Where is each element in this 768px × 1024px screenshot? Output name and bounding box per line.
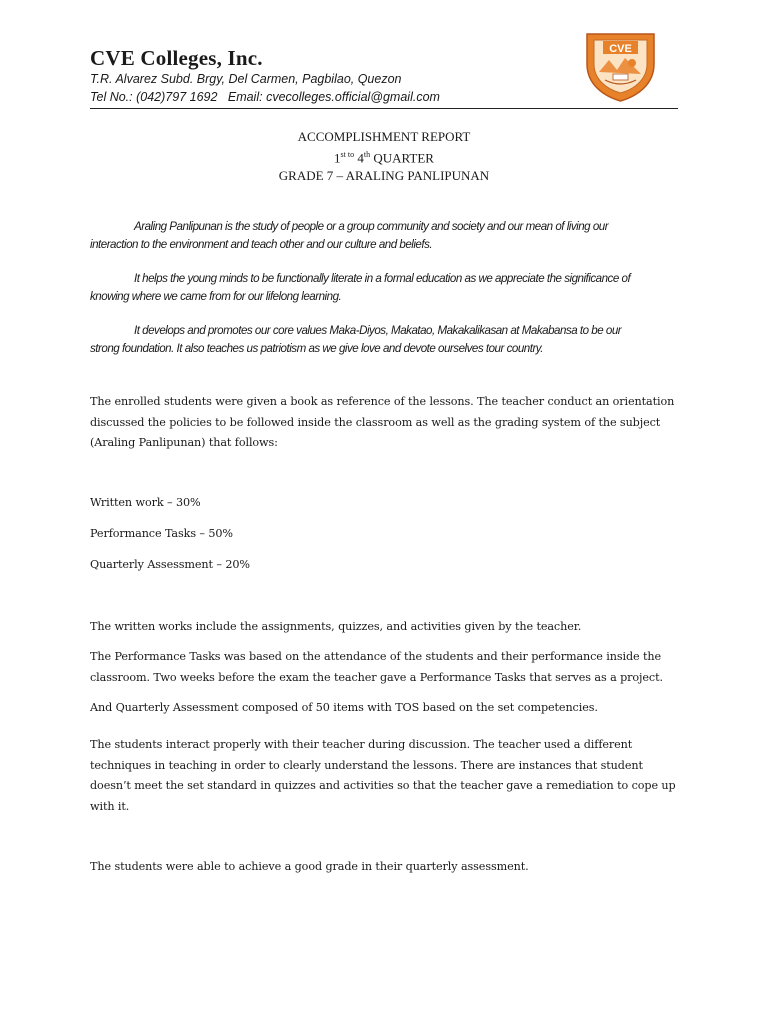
email-label: Email: [227, 90, 263, 104]
contact-line [90, 90, 440, 104]
tel-value: (042)797 1692 [136, 90, 218, 104]
title-line-1: ACCOMPLISHMENT REPORT [297, 129, 471, 144]
organization-name: CVE Colleges, Inc. [90, 46, 263, 70]
organization-address: T.R. Alvarez Subd. Brgy, Del Carmen, Pagbilao, Quezon [90, 72, 402, 86]
intro-paragraph-3: It develops and promotes our core values Maka-Diyos, Makatao, Makakalikasan at Makabansa to be our strong foundation. It also teaches us patriotism as we give love and devote ourselves tour country. [90, 324, 622, 355]
logo-text: CVE [609, 43, 632, 55]
school-seal-icon [583, 28, 658, 103]
intro-paragraph-2: It helps the young minds to be functionally literate in a formal education as we appreciate the significance of knowing where we came from for our lifelong learning. [90, 272, 631, 303]
report-title [90, 128, 678, 185]
header-divider [90, 108, 678, 109]
grading-item-quarterly: Quarterly Assessment – 20% [90, 558, 250, 571]
title-line-2: $1^{st to}$ 4th QUARTER [334, 150, 434, 166]
email-value: cvecolleges.official@gmail.com [266, 90, 440, 104]
intro-paragraph-1: Araling Panlipunan is the study of people or a group community and society and our mean of living our interaction to the environment and teach other and our culture and beliefs. [90, 220, 609, 251]
title-line-3: GRADE 7 – ARALING PANLIPUNAN [278, 168, 490, 184]
performance-paragraph: The Performance Tasks was based on the attendance of the students and their performance inside the classroom. Two weeks before the exam the teacher gave a Performance Tasks that serves as a project. [90, 650, 663, 684]
conclusion-paragraph: The students were able to achieve a good grade in their quarterly assessment. [90, 860, 529, 873]
orientation-paragraph: The enrolled students were given a book as reference of the lessons. The teacher conduct an orientation discussed the policies to be followed inside the classroom as well as the grading system of the subject (Araling Panlipunan) that follows: [90, 395, 675, 449]
grading-item-performance: Performance Tasks – 50% [90, 527, 233, 540]
quarterly-paragraph: And Quarterly Assessment composed of 50 items with TOS based on the set competencies. [90, 701, 598, 714]
grading-item-written: Written work – 30% [90, 496, 201, 509]
written-works-paragraph: The written works include the assignments, quizzes, and activities given by the teacher. [90, 620, 582, 633]
interaction-paragraph: The students interact properly with their teacher during discussion. The teacher used a different techniques in teaching in order to clearly understand the lessons. There are instances that student doesn’t meet the set standard in quizzes and activities so that the teacher gave a remediation to cope up with it. [90, 738, 676, 813]
tel-label: Tel No.: [90, 90, 133, 104]
